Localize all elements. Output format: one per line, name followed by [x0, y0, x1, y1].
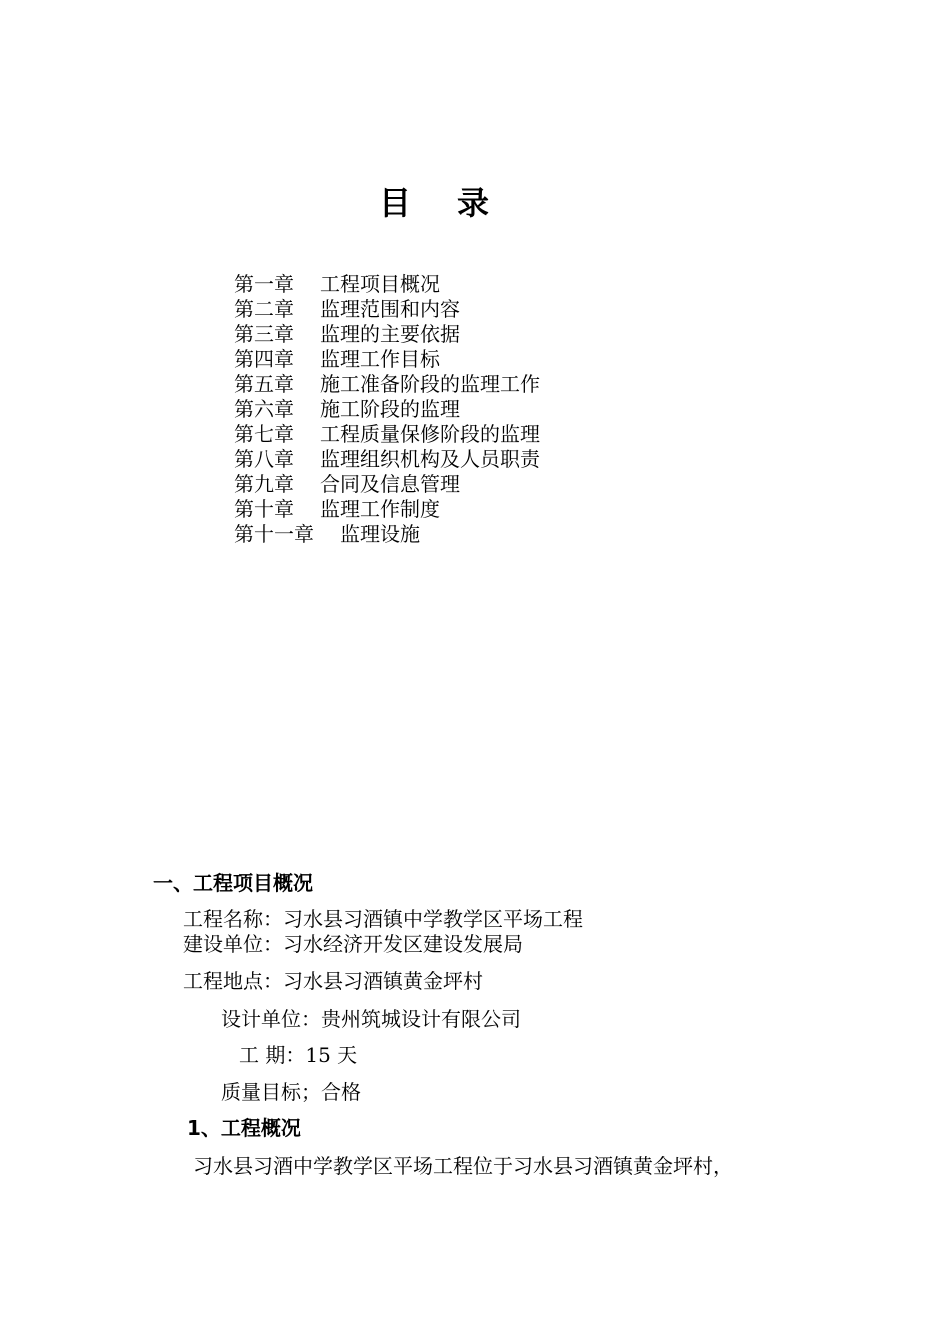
project-name-line — [183, 906, 583, 932]
project-name-label: 工程名称： — [183, 907, 283, 931]
location-line: 工程地点：习水县习酒镇黄金坪村 — [183, 969, 483, 993]
toc-item[interactable] — [234, 472, 540, 497]
project-name-value: 习水县习酒镇中学教学区平场工程 — [283, 907, 583, 931]
toc-item[interactable] — [234, 372, 540, 397]
quality-line: 质量目标；合格 — [221, 1080, 361, 1104]
toc-chapter-title: 监理工作制度 — [320, 497, 440, 521]
toc-chapter: 第十一章 — [234, 522, 314, 546]
toc-chapter: 第二章 — [234, 297, 294, 321]
toc-chapter-title: 工程项目概况 — [320, 272, 440, 296]
toc-chapter-title: 监理范围和内容 — [320, 297, 460, 321]
toc-chapter: 第六章 — [234, 397, 294, 421]
toc-chapter-title: 监理组织机构及人员职责 — [320, 447, 540, 471]
duration-line: 工 期：15 天 — [239, 1043, 358, 1067]
toc-item[interactable] — [234, 347, 540, 372]
toc-chapter-title: 施工阶段的监理 — [320, 397, 460, 421]
toc-list — [234, 272, 540, 547]
toc-item[interactable] — [234, 447, 540, 472]
builder-line: 建设单位：习水经济开发区建设发展局 — [183, 932, 523, 956]
toc-chapter: 第七章 — [234, 422, 294, 446]
toc-chapter: 第五章 — [234, 372, 294, 396]
toc-title-left: 目 — [378, 184, 413, 222]
overview-paragraph: 习水县习酒中学教学区平场工程位于习水县习酒镇黄金坪村， — [193, 1154, 733, 1178]
toc-chapter-title: 合同及信息管理 — [320, 472, 460, 496]
section-heading: 一、工程项目概况 — [153, 871, 313, 895]
toc-item[interactable] — [234, 522, 540, 547]
toc-chapter: 第三章 — [234, 322, 294, 346]
toc-chapter-title: 工程质量保修阶段的监理 — [320, 422, 540, 446]
toc-chapter: 第一章 — [234, 272, 294, 296]
toc-chapter: 第九章 — [234, 472, 294, 496]
designer-line: 设计单位：贵州筑城设计有限公司 — [221, 1007, 521, 1031]
toc-item[interactable] — [234, 297, 540, 322]
toc-chapter-title: 施工准备阶段的监理工作 — [320, 372, 540, 396]
toc-item[interactable] — [234, 272, 540, 297]
toc-item[interactable] — [234, 497, 540, 522]
toc-chapter-title: 监理的主要依据 — [320, 322, 460, 346]
toc-title-right: 录 — [457, 184, 492, 222]
toc-chapter: 第十章 — [234, 497, 294, 521]
toc-item[interactable] — [234, 397, 540, 422]
sub-heading: 1、工程概况 — [187, 1116, 301, 1140]
toc-chapter-title: 监理设施 — [340, 522, 420, 546]
toc-chapter: 第四章 — [234, 347, 294, 371]
toc-title — [0, 178, 870, 224]
toc-item[interactable] — [234, 422, 540, 447]
toc-chapter: 第八章 — [234, 447, 294, 471]
toc-chapter-title: 监理工作目标 — [320, 347, 440, 371]
toc-item[interactable] — [234, 322, 540, 347]
